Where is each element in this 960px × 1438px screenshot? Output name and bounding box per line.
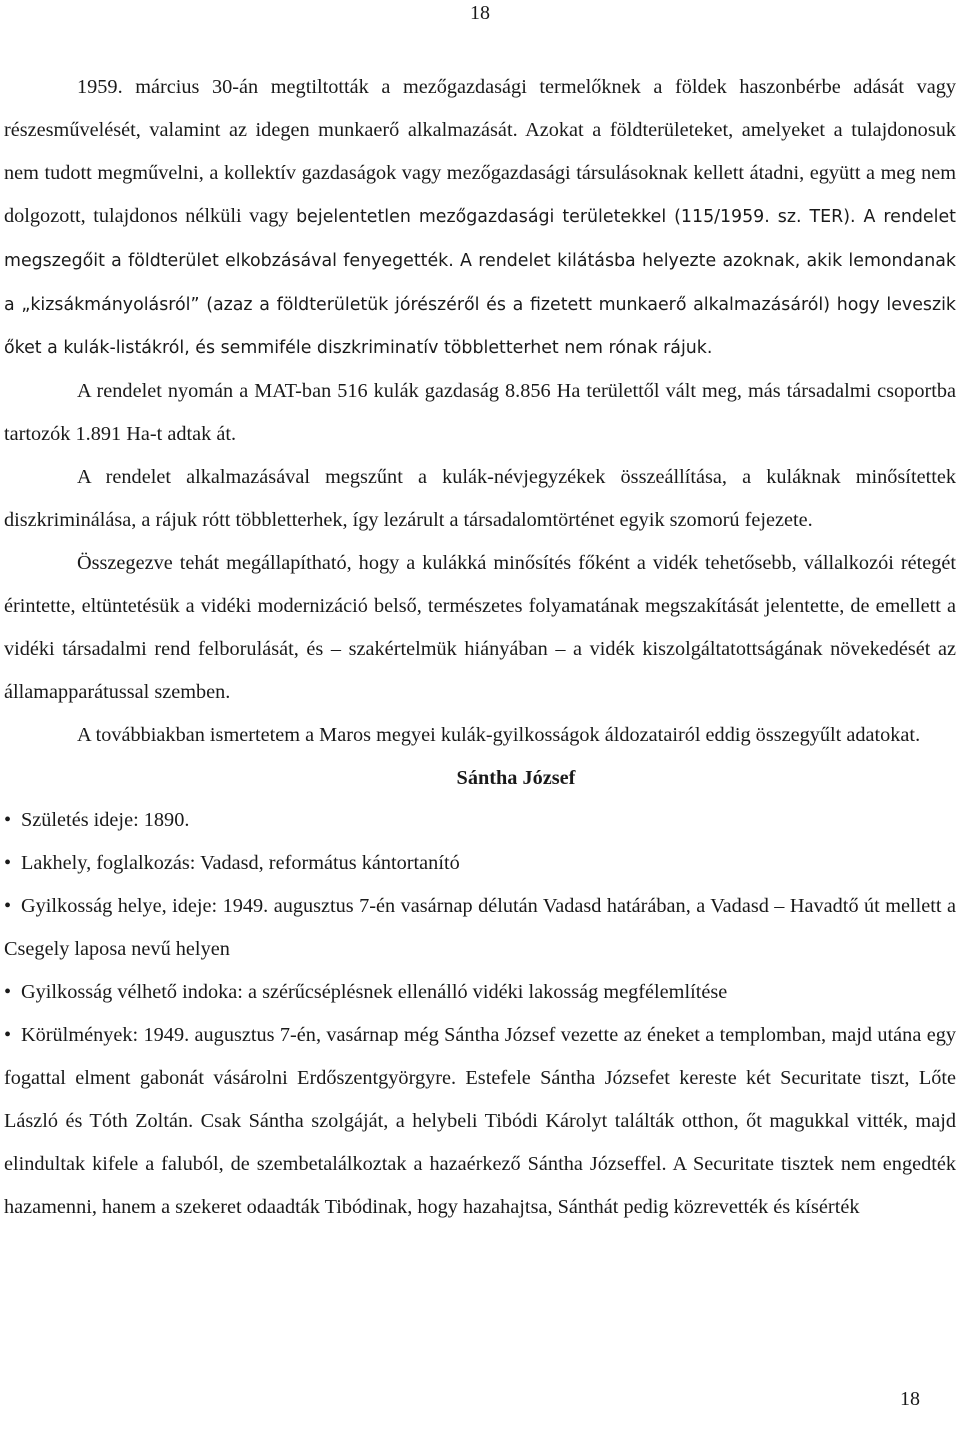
paragraph-decree-1959	[4, 66, 956, 370]
paragraph-decree-sans-text: bejelentetlen mezőgazdasági területekkel (115/1959. sz. TER). A rendelet megszegőit a földterület elkobzásával fenyegették. A rendelet kilátásba helyezte azoknak, akik lemondanak a „kizsákmányolásról” (azaz a földterületük jórészéről és a fizetett munkaerő alkalmazásáról) hogy leveszik őket a kulák-listákról, és semmiféle diszkriminatív többletterhet nem rónak rájuk.	[4, 206, 956, 359]
paragraph-introduction: A továbbiakban ismertetem a Maros megyei kulák-gyilkosságok áldozatairól eddig összegyűlt adatokat.	[77, 723, 921, 746]
bullet-murder-place	[4, 885, 956, 971]
paragraph-summary: Összegezve tehát megállapítható, hogy a kulákká minősítés főként a vidék tehetősebb, vállalkozói rétegét érintette, eltüntetésük a vidéki modernizáció belső, természetes folyamatának megszakítását jelentette, de emellett a vidéki társadalmi rend felborulását, és – szakértelmük hiányában – a vidék kiszolgáltatottságának növekedését az államapparátussal szemben.	[4, 551, 956, 703]
paragraph-mat-statistics: A rendelet nyomán a MAT-ban 516 kulák gazdaság 8.856 Ha területtől vált meg, más társadalmi csoportba tartozók 1.891 Ha-t adtak át.	[4, 380, 956, 446]
document-body	[4, 66, 956, 1228]
bullet-motive-text: Gyilkosság vélhető indoka: a szérűcséplésnek ellenálló vidéki lakosság megfélemlítése	[21, 981, 728, 1004]
bullet-icon: •	[4, 1023, 12, 1046]
page-number-bottom: 18	[900, 1388, 920, 1410]
bullet-circumstances-text: Körülmények: 1949. augusztus 7-én, vasárnap még Sántha József vezette az éneket a templomban, majd utána egy fogattal elment gabonát vásárolni Erdőszentgyörgyre. Estefele Sántha Józsefet kereste két Securitate tiszt, Lőte László és Tóth Zoltán. Csak Sántha szolgáját, a helybeli Tibódi Károlyt találták otthon, őt magukkal vitték, majd elindultak kifele a faluból, de szembetalálkoztak a hazaérkező Sántha Józseffel. A Securitate tisztek nem engedték hazamenni, hanem a szekeret odaadták Tibódinak, hogy hazahajtsa, Sánthát pedig közrevették és kísérték	[4, 1023, 956, 1218]
bullet-icon: •	[4, 852, 12, 875]
bullet-icon: •	[4, 809, 12, 832]
paragraph-decree-text: 1959. március 30-án megtiltották a mezőgazdasági termelőknek a földek haszonbérbe adását vagy részesművelését, valamint az idegen munkaerő alkalmazását. Azokat a földterületeket, amelyeket a tulajdonosuk nem tudott megművelni, a kollektív gazdaságok vagy mezőgazdasági társulásoknak kellett átadni, együtt a meg nem dolgozott, tulajdonos nélküli vagy	[4, 76, 956, 227]
bullet-residence-text: Lakhely, foglalkozás: Vadasd, református kántortanító	[21, 852, 460, 875]
bullet-birth-text: Születés ideje: 1890.	[21, 809, 190, 832]
page-number-top: 18	[470, 2, 490, 24]
section-heading-victim: Sántha József	[456, 766, 576, 789]
bullet-birth	[4, 799, 956, 842]
bullet-icon: •	[4, 981, 12, 1004]
bullet-residence	[4, 842, 956, 885]
bullet-icon: •	[4, 895, 12, 918]
bullet-murder-place-text: Gyilkosság helye, ideje: 1949. augusztus 7-én vasárnap délután Vadasd határában, a Vadasd – Havadtő út mellett a Csegely laposa nevű helyen	[4, 895, 956, 961]
paragraph-kulak-list-end: A rendelet alkalmazásával megszűnt a kulák-névjegyzékek összeállítása, a kuláknak minősítettek diszkriminálása, a rájuk rótt többletterhek, így lezárult a társadalomtörténet egyik szomorú fejezete.	[4, 466, 956, 532]
bullet-circumstances	[4, 1014, 956, 1229]
bullet-motive	[4, 971, 956, 1014]
